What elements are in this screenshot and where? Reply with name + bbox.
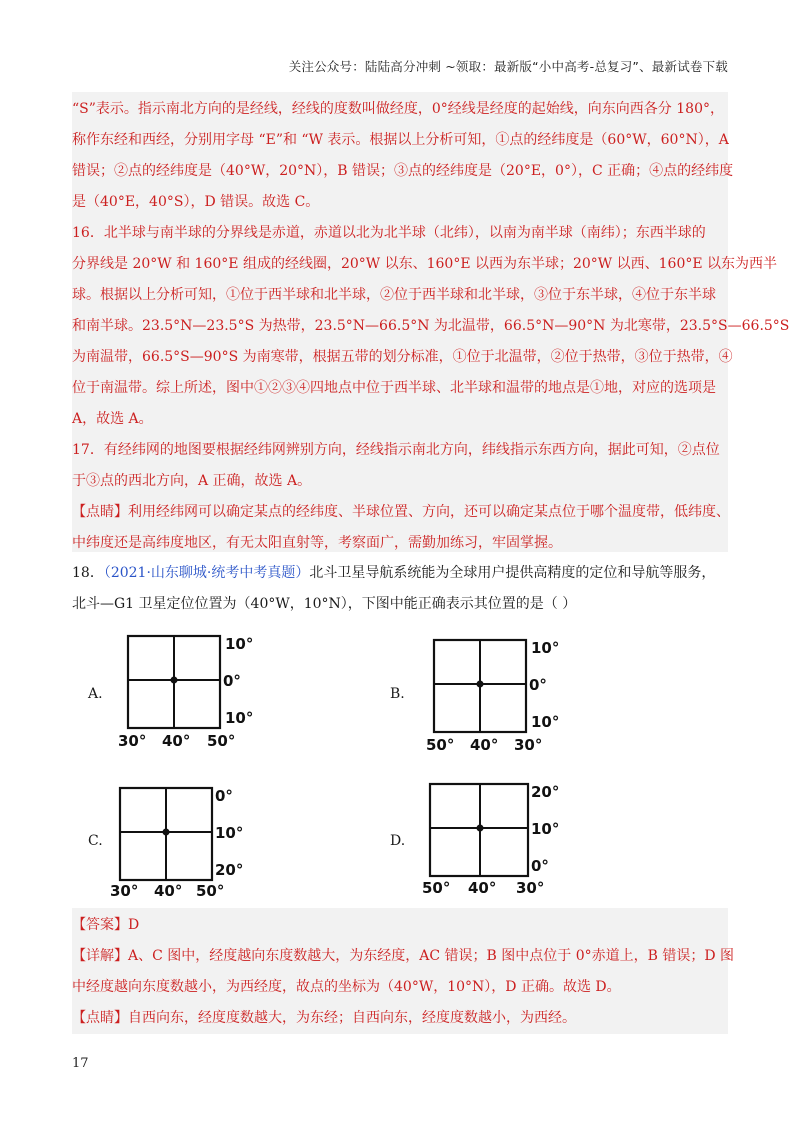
lon-label: 40° (154, 882, 183, 900)
lat-label: 20° (215, 861, 244, 879)
text-line: 利用经纬网可以确定某点的经纬度、半球位置、方向，还可以确定某点位于哪个温度带，低纬度、 (128, 504, 730, 520)
lat-label: 10° (215, 824, 244, 842)
dianjing-note-1 (72, 497, 728, 559)
option-c-figure (108, 784, 258, 906)
lat-label: 10° (225, 635, 254, 653)
lon-label: 30° (118, 732, 147, 750)
lat-label: 0° (215, 787, 233, 805)
option-a-figure (116, 632, 266, 754)
answer-value: D (128, 917, 140, 933)
lat-label: 10° (531, 820, 560, 838)
text-line: 是（40°E，40°S），D 错误。故选 C。 (72, 194, 320, 210)
question-source: （2021·山东聊城·统考中考真题） (103, 565, 310, 581)
lon-label: 40° (470, 736, 499, 754)
page-number: 17 (72, 1056, 89, 1071)
dianjing-tag: 【点睛】 (72, 1010, 128, 1026)
lon-label: 40° (162, 732, 191, 750)
lon-label: 30° (516, 879, 545, 897)
explanation-15 (72, 94, 734, 218)
text-line: 球。根据以上分析可知，①位于西半球和北半球，②位于西半球和北半球，③位于东半球，④位于东半球 (72, 287, 716, 303)
question-text: 北斗卫星导航系统能为全球用户提供高精度的定位和导航等服务， (309, 565, 716, 581)
lon-label: 50° (422, 879, 451, 897)
question-18 (72, 558, 728, 620)
detail-tag: 【详解】 (72, 948, 128, 964)
answer-tag: 【答案】 (72, 917, 128, 933)
option-a-label[interactable]: A. (88, 686, 103, 702)
answer-section (72, 910, 735, 1034)
question-text: 北斗—G1 卫星定位位置为（40°W，10°N），下图中能正确表示其位置的是（ ） (72, 596, 577, 612)
lon-label: 30° (110, 882, 139, 900)
explanation-17 (72, 435, 728, 497)
option-c-label[interactable]: C. (88, 833, 103, 849)
text-line: 位于南温带。综上所述，图中①②③④四地点中位于西半球、北半球和温带的地点是①地，对应的选项是 (72, 380, 716, 396)
page-header: 关注公众号：陆陆高分冲刺 ~领取：最新版“小中高考-总复习”、最新试卷下载 (288, 59, 728, 74)
lat-label: 0° (529, 676, 547, 694)
text-line: 为南温带，66.5°S—90°S 为南寒带，根据五带的划分标准，①位于北温带，②位于热带，③位于热带，④ (72, 349, 733, 365)
lat-label: 10° (225, 709, 254, 727)
text-line: 错误；②点的经纬度是（40°W，20°N），B 错误；③点的经纬度是（20°E，0°），C 正确；④点的经纬度 (72, 163, 734, 179)
text-line: 中经度越向东度数越小，为西经度，故点的坐标为（40°W，10°N），D 正确。故选 D。 (72, 979, 621, 995)
option-d-figure (418, 780, 568, 902)
text-line: 称作东经和西经，分别用字母 “E”和 “W 表示。根据以上分析可知，①点的经纬度是（60°W，60°N），A (72, 132, 729, 148)
text-line: 自西向东，经度度数越大，为东经；自西向东，经度度数越小，为西经。 (128, 1010, 576, 1026)
lat-label: 0° (531, 857, 549, 875)
text-line: A，故选 A。 (72, 411, 153, 427)
option-d-label[interactable]: D. (390, 833, 406, 849)
lon-label: 50° (426, 736, 455, 754)
dianjing-tag: 【点睛】 (72, 504, 128, 520)
text-line: 和南半球。23.5°N—23.5°S 为热带，23.5°N—66.5°N 为北温带，66.5°N—90°N 为北寒带，23.5°S—66.5°S (72, 318, 790, 334)
text-line: 16．北半球与南半球的分界线是赤道，赤道以北为北半球（北纬），以南为南半球（南纬）；东西半球的 (72, 225, 706, 241)
text-line: “S”表示。指示南北方向的是经线，经线的度数叫做经度，0°经线是经度的起始线，向东向西各分 180°， (72, 101, 724, 117)
text-line: 分界线是 20°W 和 160°E 组成的经线圈，20°W 以东、160°E 以西为东半球；20°W 以西、160°E 以东为西半 (72, 256, 778, 272)
lon-label: 30° (514, 736, 543, 754)
option-b-figure (422, 636, 572, 758)
lon-label: 40° (468, 879, 497, 897)
lat-label: 0° (223, 672, 241, 690)
text-line: 于③点的西北方向，A 正确，故选 A。 (72, 473, 312, 489)
text-line: A、C 图中，经度越向东度数越大，为东经度，AC 错误；B 图中点位于 0°赤道上，B 错误；D 图 (128, 948, 735, 964)
option-b-label[interactable]: B. (390, 686, 405, 702)
question-number: 18． (72, 565, 104, 581)
lat-label: 20° (531, 783, 560, 801)
explanation-16 (72, 218, 790, 435)
text-line: 17．有经纬网的地图要根据经纬网辨别方向，经线指示南北方向，纬线指示东西方向，据此可知，②点位 (72, 442, 720, 458)
lon-label: 50° (196, 882, 225, 900)
text-line: 中纬度还是高纬度地区，有无太阳直射等，考察面广，需勤加练习，牢固掌握。 (72, 535, 562, 551)
lat-label: 10° (531, 713, 560, 731)
lon-label: 50° (207, 732, 236, 750)
lat-label: 10° (531, 639, 560, 657)
